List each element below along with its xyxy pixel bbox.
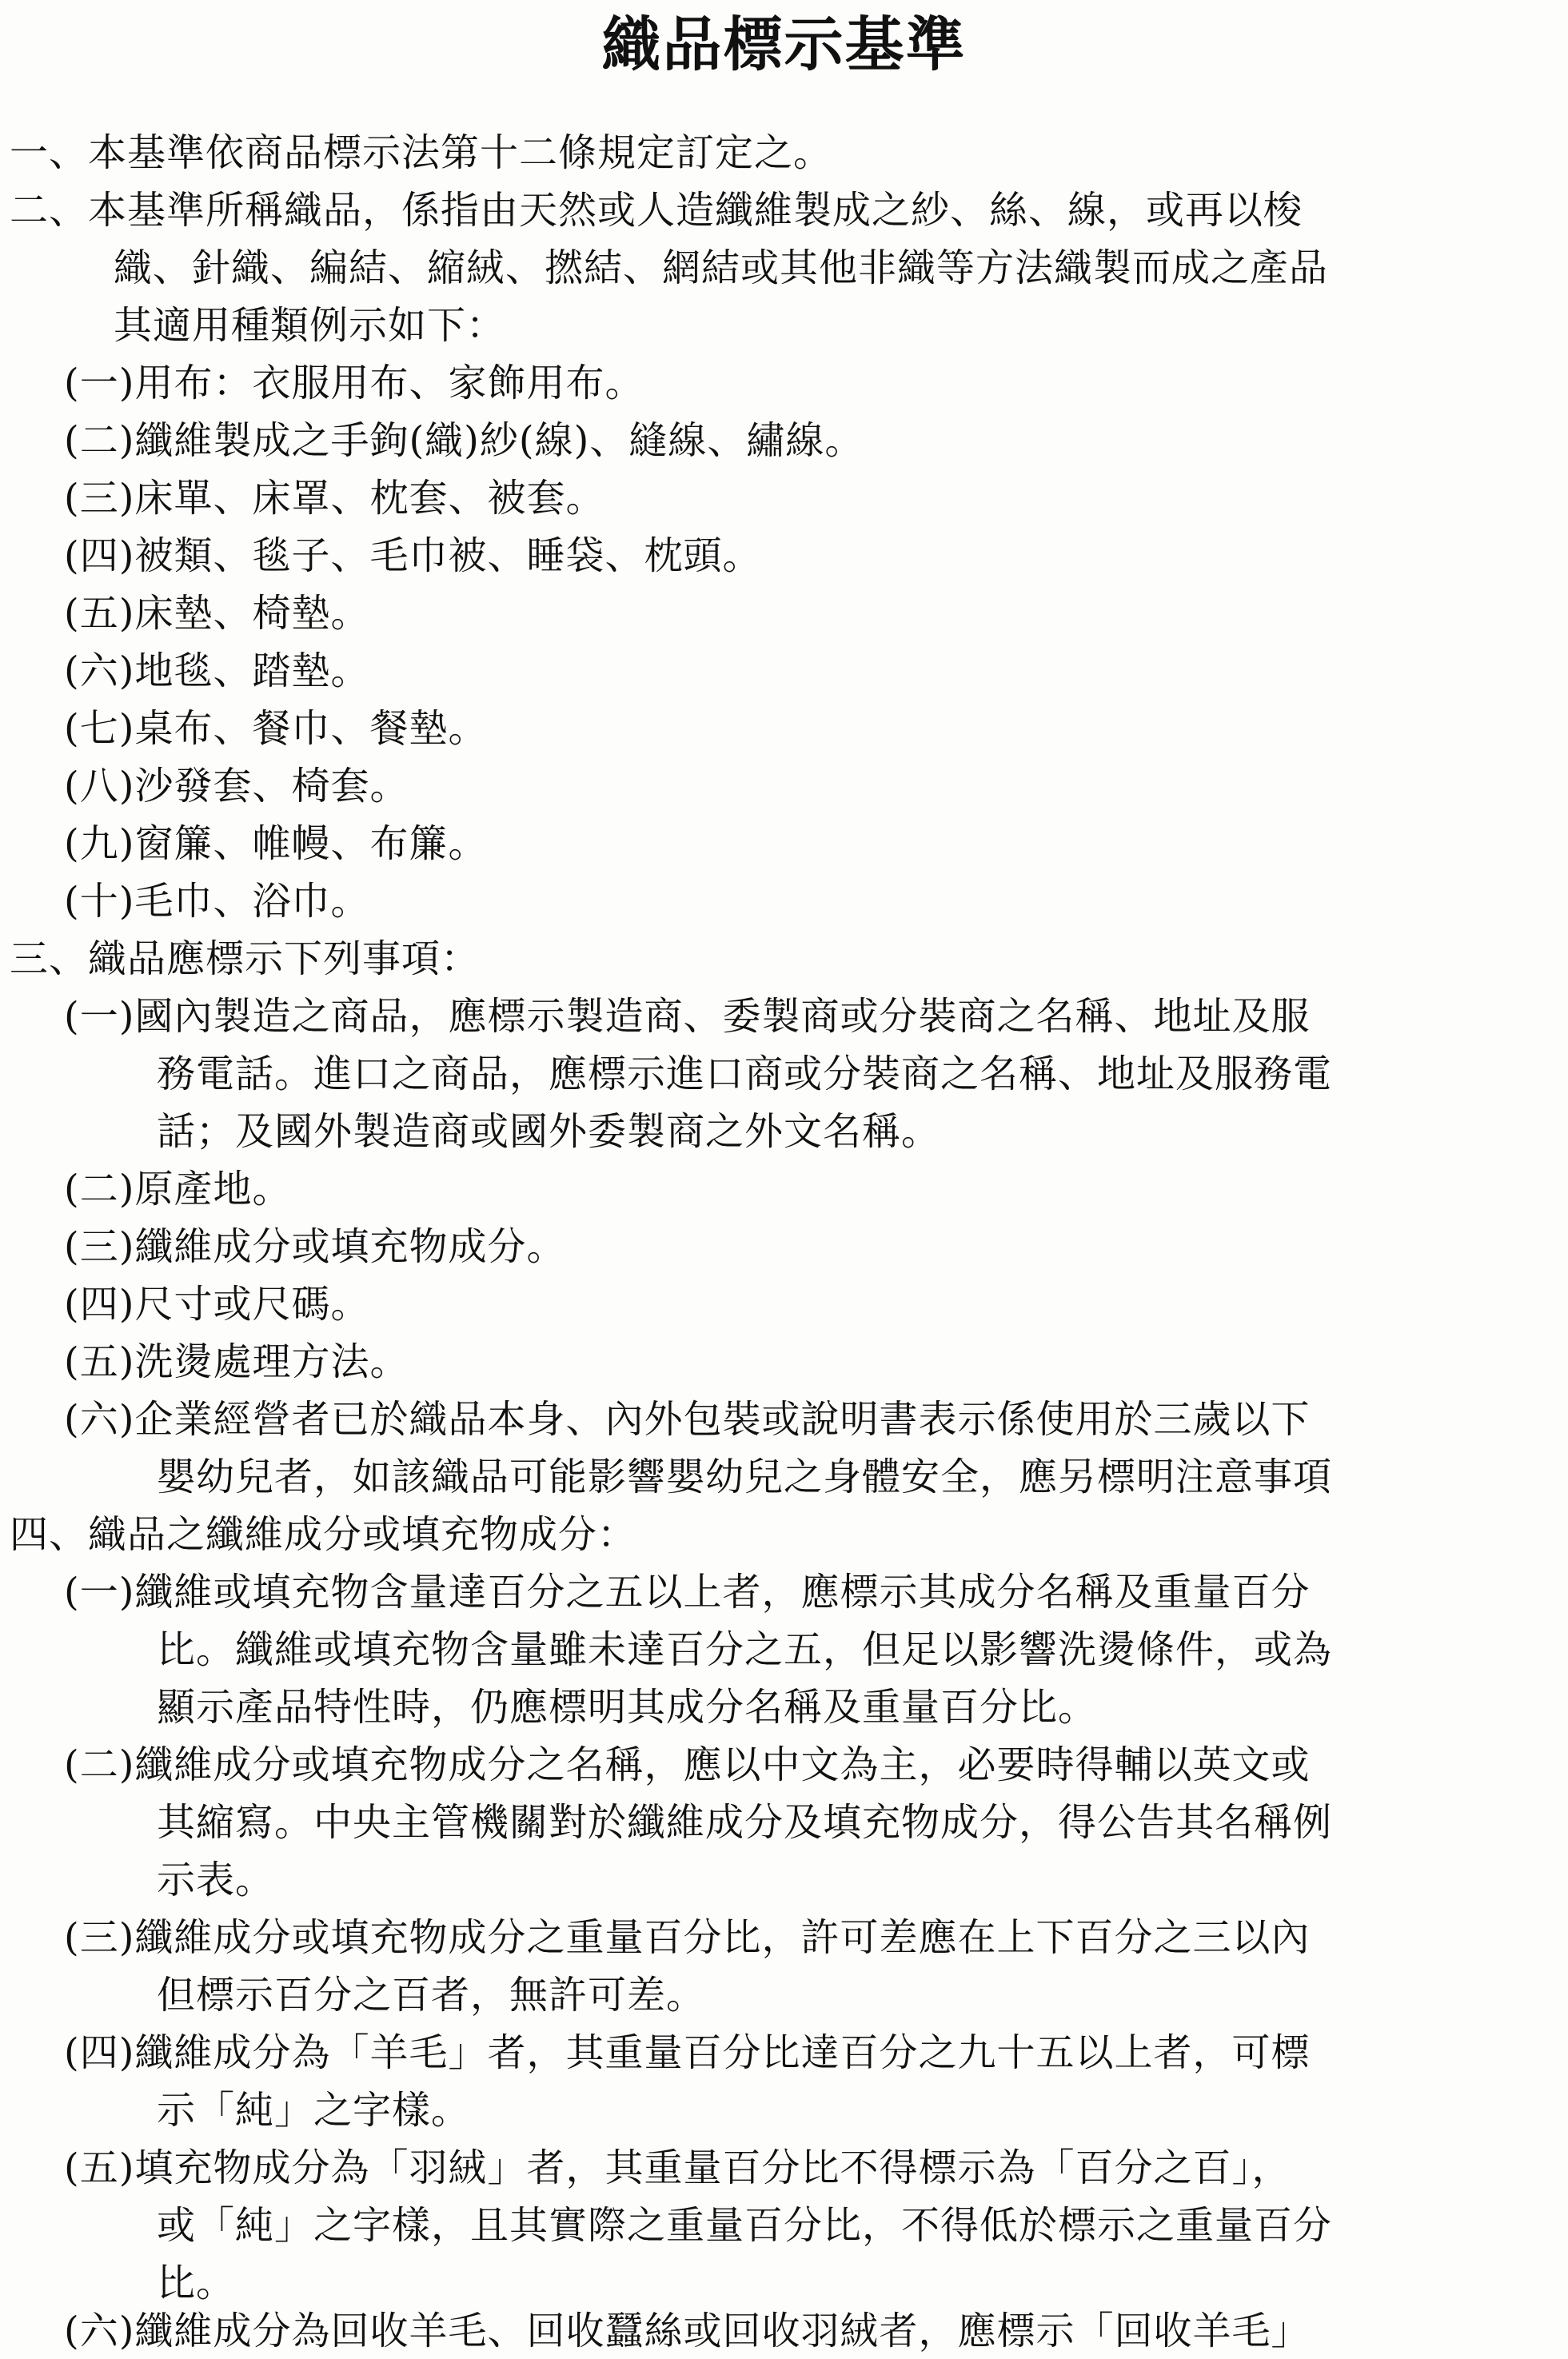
- list-item: (五)床墊、椅墊。: [64, 591, 370, 636]
- list-item-cont: 示「純」之字樣。: [157, 2088, 471, 2133]
- list-item: (八)沙發套、椅套。: [64, 764, 409, 808]
- list-item: (四)被類、毯子、毛巾被、睡袋、枕頭。: [64, 533, 762, 578]
- list-item: (三)纖維成分或填充物成分之重量百分比，許可差應在上下百分之三以內: [64, 1915, 1311, 1960]
- list-item-cont: 其縮寫。中央主管機關對於纖維成分及填充物成分，得公告其名稱例: [157, 1800, 1333, 1845]
- list-item: (六)企業經營者已於織品本身、內外包裝或說明書表示係使用於三歲以下: [64, 1397, 1311, 1442]
- list-item-cont: 或「純」之字樣，且其實際之重量百分比，不得低於標示之重量百分: [157, 2203, 1333, 2248]
- list-item: (十)毛巾、浴巾。: [64, 879, 370, 924]
- article-2: 二、本基準所稱織品，係指由天然或人造纖維製成之紗、絲、線，或再以梭: [10, 188, 1303, 233]
- list-item: (二)纖維製成之手鉤(織)紗(線)、縫線、繡線。: [64, 418, 864, 463]
- article-2-cont: 其適用種類例示如下：: [114, 303, 506, 348]
- list-item: (七)桌布、餐巾、餐墊。: [64, 706, 488, 751]
- article-1: 一、本基準依商品標示法第十二條規定訂定之。: [10, 130, 833, 175]
- list-item: (一)用布：衣服用布、家飾用布。: [64, 361, 644, 405]
- list-item: (三)床單、床罩、枕套、被套。: [64, 476, 605, 521]
- list-item: (六)地毯、踏墊。: [64, 649, 370, 693]
- list-item: (一)纖維或填充物含量達百分之五以上者，應標示其成分名稱及重量百分: [64, 1570, 1311, 1615]
- list-item-cont: 嬰幼兒者，如該織品可能影響嬰幼兒之身體安全，應另標明注意事項: [157, 1455, 1333, 1499]
- article-3: 三、織品應標示下列事項：: [10, 936, 481, 981]
- list-item: (一)國內製造之商品，應標示製造商、委製商或分裝商之名稱、地址及服: [64, 994, 1311, 1039]
- list-item: (九)窗簾、帷幔、布簾。: [64, 821, 488, 866]
- list-item: (三)纖維成分或填充物成分。: [64, 1224, 566, 1269]
- article-2-cont: 織、針織、編結、縮絨、撚結、網結或其他非織等方法織製而成之產品: [114, 245, 1329, 290]
- list-item: (四)尺寸或尺碼。: [64, 1282, 370, 1327]
- list-item: (二)纖維成分或填充物成分之名稱，應以中文為主，必要時得輔以英文或: [64, 1742, 1311, 1787]
- list-item-cont: 話；及國外製造商或國外委製商之外文名稱。: [157, 1109, 941, 1154]
- article-4: 四、織品之纖維成分或填充物成分：: [10, 1512, 637, 1557]
- list-item-cont: 顯示產品特性時，仍應標明其成分名稱及重量百分比。: [157, 1685, 1098, 1730]
- list-item-cont: 示表。: [157, 1858, 275, 1902]
- list-item-cont: 比。: [157, 2261, 236, 2305]
- list-item: (六)纖維成分為回收羊毛、回收蠶絲或回收羽絨者，應標示「回收羊毛」: [64, 2309, 1311, 2353]
- list-item-cont: 但標示百分之百者，無許可差。: [157, 1973, 706, 2018]
- list-item: (五)洗燙處理方法。: [64, 1339, 409, 1384]
- list-item: (五)填充物成分為「羽絨」者，其重量百分比不得標示為「百分之百」，: [64, 2145, 1291, 2190]
- document-title: 織品標示基準: [601, 10, 967, 79]
- list-item: (四)纖維成分為「羊毛」者，其重量百分比達百分之九十五以上者，可標: [64, 2030, 1311, 2075]
- list-item-cont: 務電話。進口之商品，應標示進口商或分裝商之名稱、地址及服務電: [157, 1052, 1333, 1096]
- list-item: (二)原產地。: [64, 1167, 292, 1211]
- list-item-cont: 比。纖維或填充物含量雖未達百分之五，但足以影響洗燙條件，或為: [157, 1627, 1333, 1672]
